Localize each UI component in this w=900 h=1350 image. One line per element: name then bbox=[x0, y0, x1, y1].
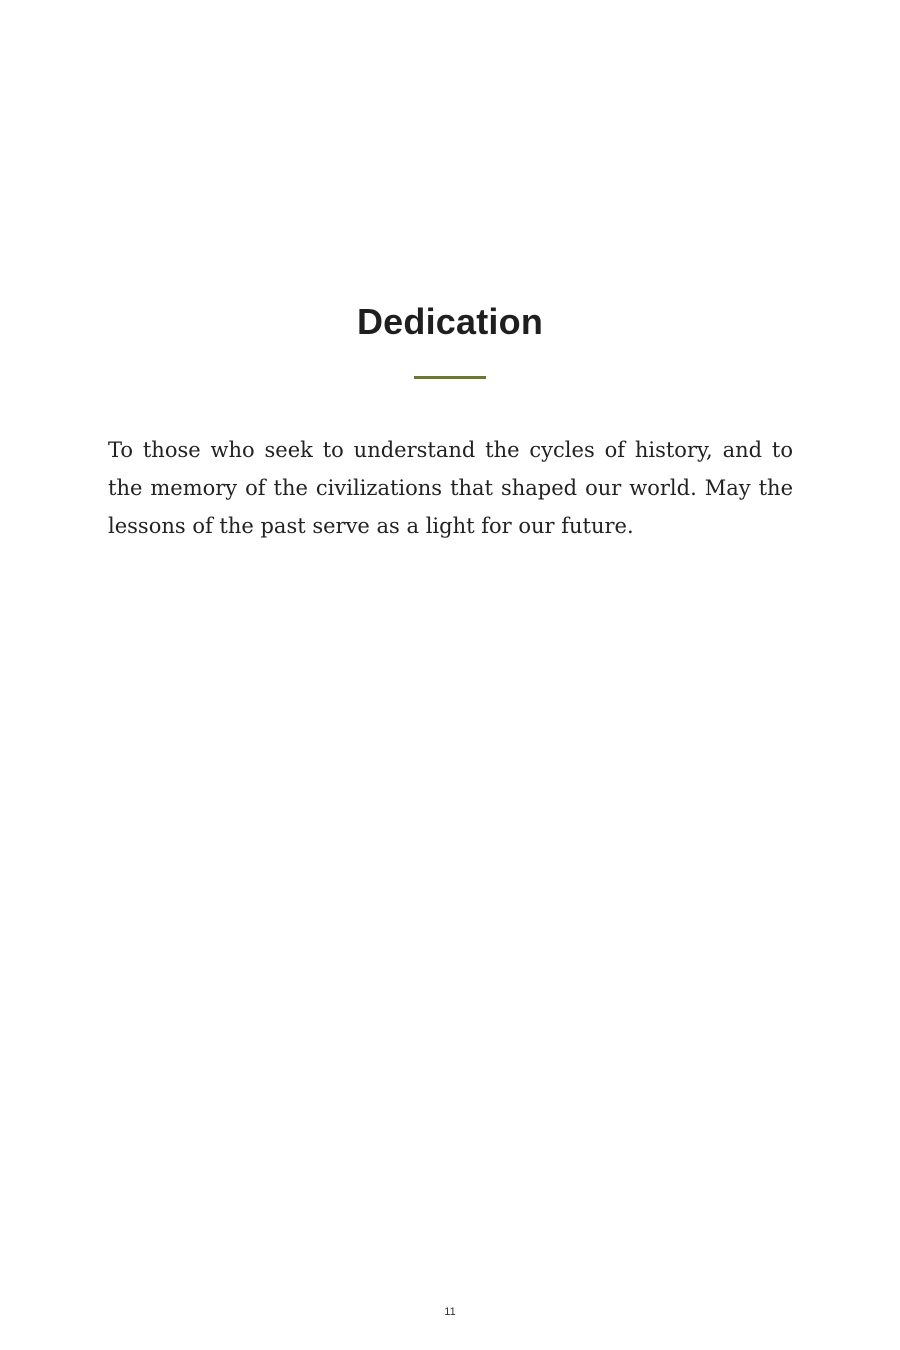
dedication-text: To those who seek to understand the cycles of history, and to the memory of the civilizations that shaped our world. May the lessons of the past serve as a light for our future. bbox=[108, 438, 793, 538]
title-divider bbox=[414, 376, 486, 379]
page-title: Dedication bbox=[356, 301, 544, 342]
page-number: 11 bbox=[444, 1306, 456, 1318]
